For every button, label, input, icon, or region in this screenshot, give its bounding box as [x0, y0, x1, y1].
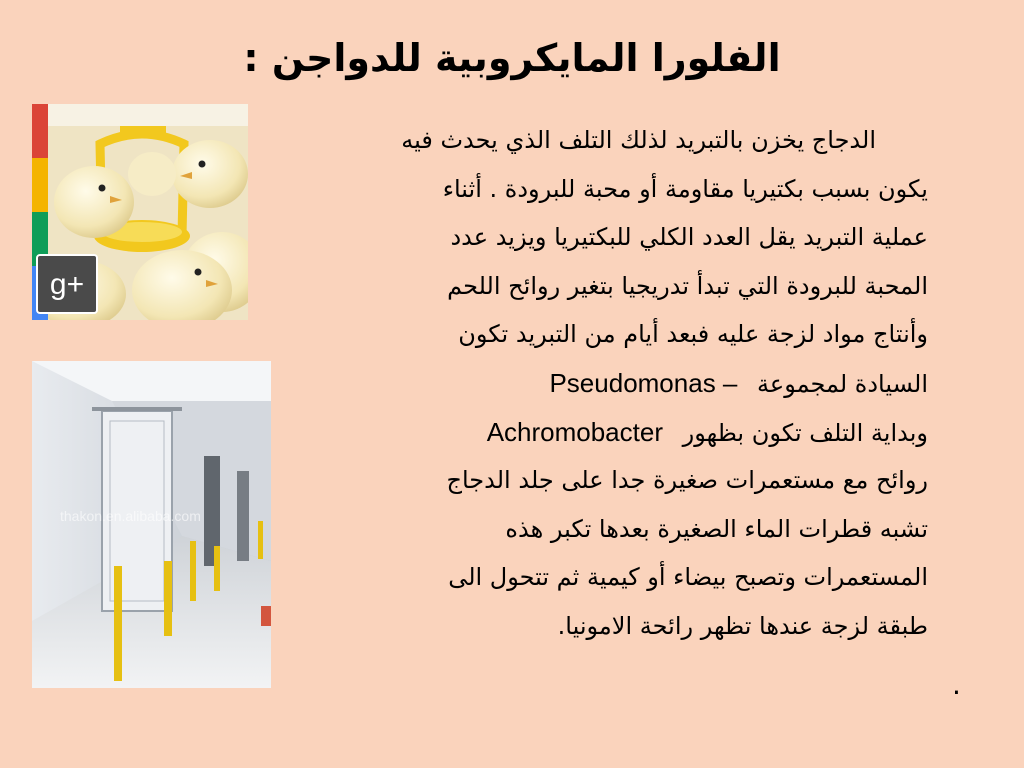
cold-storage-room-photo [32, 361, 271, 688]
google-plus-icon: g+ [36, 254, 98, 314]
genus-name-pseudomonas: Pseudomonas – [549, 367, 738, 398]
paragraph-line-mixed [272, 408, 928, 457]
paragraph-line: المستعمرات وتصبح بيضاء أو كيمية ثم تتحول الى [448, 563, 928, 592]
paragraph-line: عملية التبريد يقل العدد الكلي للبكتيريا ويزيد عدد [450, 223, 928, 252]
genus-name-achromobacter: Achromobacter [486, 416, 663, 447]
paragraph-line: المحبة للبرودة التي تبدأ تدريجيا بتغير روائح اللحم [447, 271, 928, 300]
paragraph-line-arabic: وبداية التلف تكون بظهور [682, 418, 928, 447]
paragraph-line-mixed [272, 359, 928, 408]
paragraph-line: يكون بسبب بكتيريا مقاومة أو محبة للبرودة . أثناء [442, 174, 928, 203]
paragraph-line: طبقة لزجة عندها تظهر رائحة الامونيا. [557, 611, 928, 640]
trailing-period: . [952, 668, 961, 701]
cold-room-illustration [32, 361, 271, 688]
paragraph-line: الدجاج يخزن بالتبريد لذلك التلف الذي يحدث فيه [401, 126, 876, 154]
watermark-text: thakon.en.alibaba.com [60, 508, 201, 524]
paragraph-line: روائح مع مستعمرات صغيرة جدا على جلد الدجاج [446, 466, 928, 495]
paragraph-line: وأنتاج مواد لزجة عليه فبعد أيام من التبريد تكون [458, 320, 928, 349]
slide-title: الفلورا المايكروبية للدواجن : [243, 36, 781, 80]
chicks-feeder-photo [32, 104, 248, 320]
paragraph-line: تشبه قطرات الماء الصغيرة بعدها تكبر هذه [505, 514, 928, 543]
body-paragraph [272, 116, 928, 651]
paragraph-line-arabic: السيادة لمجموعة [757, 369, 928, 398]
